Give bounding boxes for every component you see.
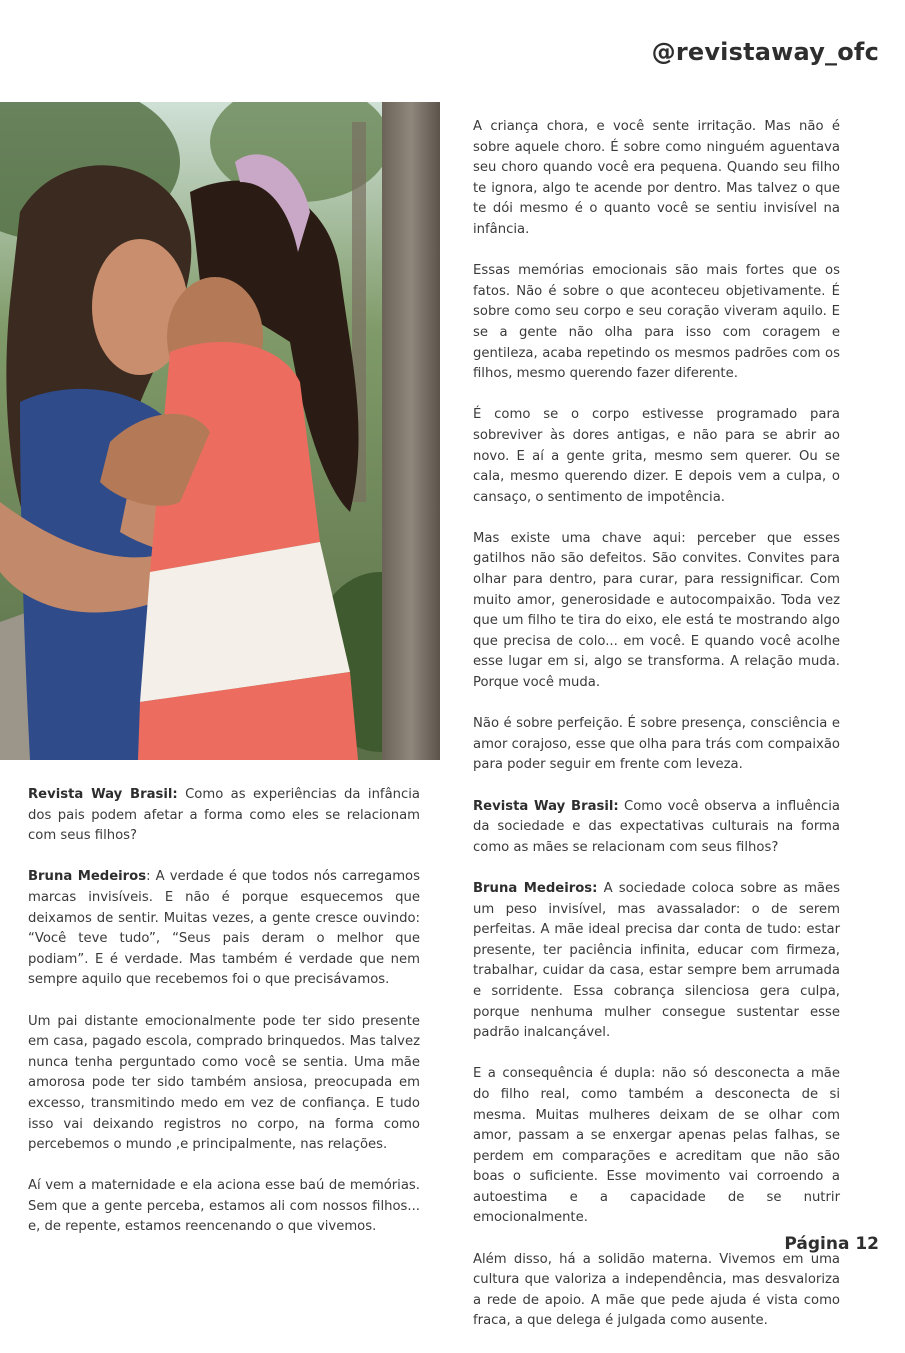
paragraph: E a consequência é dupla: não só desconecta a mãe do filho real, como também a desconecta de si mesma. Muitas mulheres deixam de se olhar com amor, passam a se enxergar apenas pelas falhas, se perdem em comparações e acreditam que não são boas o suficiente. Esse movimento vai corroendo a autoestima e a capacidade de se nutrir emocionalmente. [473, 1066, 840, 1226]
answer-text: A sociedade coloca sobre as mães um peso invisível, mas avassalador: o de serem perfeitas. A mãe ideal precisa dar conta de tudo: estar presente, ter paciência infinita, educar com firmeza, trabalhar, cuidar da casa, estar sempre bem arrumada e sorridente. Essa cobrança silenciosa gera culpa, porque nenhuma mulher consegue sustentar esse padrão inalcançável. [473, 880, 840, 1041]
paragraph: É como se o corpo estivesse programado para sobreviver às dores antigas, e não para se abrir ao novo. E aí a gente grita, mesmo sem querer. Ou se cala, mesmo querendo dizer. E depois vem a culpa, o cansaço, o sentimento de impotência. [473, 407, 840, 505]
interviewee-label: Bruna Medeiros: [473, 880, 598, 896]
mother-daughter-illustration [0, 102, 440, 760]
paragraph: Um pai distante emocionalmente pode ter sido presente em casa, pagado escola, comprado brinquedos. Mas talvez nunca tenha perguntado como você se sentia. Uma mãe amorosa pode ter sido também ansiosa, preocupada em excesso, transmitindo medo em vez de confiança. E tudo isso vai deixando registros no corpo, na forma como percebemos o mundo ,e principalmente, nas relações. [28, 1013, 420, 1153]
interview-question [473, 797, 840, 859]
interview-question [28, 785, 420, 847]
paragraph: Não é sobre perfeição. É sobre presença, consciência e amor corajoso, esse que olha para trás com compaixão para poder seguir em frente com leveza. [473, 716, 840, 773]
left-column [28, 785, 420, 1259]
interviewer-label: Revista Way Brasil: [473, 798, 619, 814]
interview-answer [473, 879, 840, 1044]
magazine-handle: @revistaway_ofc [651, 38, 879, 66]
interviewer-label: Revista Way Brasil: [28, 787, 178, 802]
paragraph: A criança chora, e você sente irritação. Mas não é sobre aquele choro. É sobre como ninguém aguentava seu choro quando você era pequena. Quando seu filho te ignora, algo te acende por dentro. Mas talvez o que te dói mesmo é o quanto você se sentiu invisível na infância. [473, 119, 840, 237]
article-photo [0, 102, 440, 760]
right-column [473, 117, 840, 1353]
paragraph: Mas existe uma chave aqui: perceber que esses gatilhos não são defeitos. São convites. Convites para olhar para dentro, para curar, para ressignificar. Com muito amor, generosidade e autocompaixão. Toda vez que um filho te tira do eixo, ele está te mostrando algo que precisa de colo... em você. E quando você acolhe esse lugar em si, algo se transforma. A relação muda. Porque você muda. [473, 530, 840, 691]
paragraph: Aí vem a maternidade e ela aciona esse baú de memórias. Sem que a gente perceba, estamos ali com nossos filhos... e, de repente, estamos reencenando o que vivemos. [28, 1178, 420, 1235]
answer-text: : A verdade é que todos nós carregamos marcas invisíveis. E não é porque esquecemos que deixamos de sentir. Muitas vezes, a gente cresce ouvindo: “Você teve tudo”, “Seus pais deram o melhor que podiam”. E é verdade. Mas também é verdade que nem sempre aquilo que recebemos foi o que precisávamos. [28, 869, 420, 988]
page-number: Página 12 [784, 1234, 879, 1254]
paragraph: Essas memórias emocionais são mais fortes que os fatos. Não é sobre o que aconteceu objetivamente. É sobre como seu corpo e seu coração viveram aquilo. E se a gente não olha para isso com coragem e gentileza, acaba repetindo os mesmos padrões com os filhos, mesmo querendo fazer diferente. [473, 263, 840, 382]
interview-answer [28, 867, 420, 991]
interviewee-label: Bruna Medeiros [28, 869, 147, 885]
question-text: Como as experiências da infância dos pais podem afetar a forma como eles se relacionam com seus filhos? [28, 787, 421, 844]
paragraph: Além disso, há a solidão materna. Vivemos em uma cultura que valoriza a independência, mas desvaloriza a rede de apoio. A mãe que pede ajuda é vista como fraca, a que delega é julgada como ausente. [473, 1251, 840, 1329]
question-text: Como você observa a influência da sociedade e das expectativas culturais na forma como as mães se relacionam com seus filhos? [473, 798, 840, 855]
